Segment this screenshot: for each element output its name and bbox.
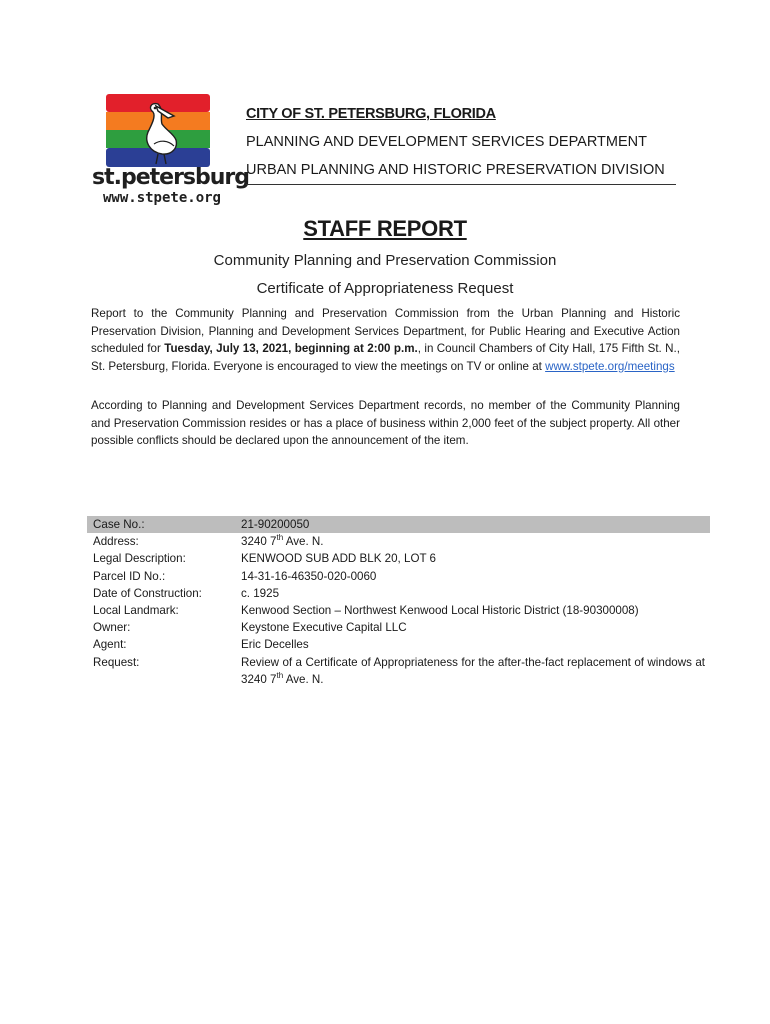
request-street: Ave. N. xyxy=(283,672,324,686)
case-row xyxy=(93,533,705,550)
owner-value: Keystone Executive Capital LLC xyxy=(241,621,407,635)
address-street: Ave. N. xyxy=(283,535,324,549)
conflicts-paragraph: According to Planning and Development Services Department records, no member of the Community Planning and Preservation Commission resides or has a place of business within 2,000 feet of the subject property. All other possible conflicts should be declared upon the announcement of the item. xyxy=(91,399,680,448)
intro-paragraph xyxy=(91,305,680,375)
local-landmark-label: Local Landmark: xyxy=(93,604,179,618)
parcel-id-label: Parcel ID No.: xyxy=(93,569,166,583)
case-no-value: 21-90200050 xyxy=(241,518,310,531)
city-logo xyxy=(92,94,250,212)
letterhead-divider xyxy=(246,184,676,185)
case-row xyxy=(93,516,705,533)
division-name: URBAN PLANNING AND HISTORIC PRESERVATION DIVISION xyxy=(246,162,665,178)
parcel-id-value: 14-31-16-46350-020-0060 xyxy=(241,569,377,583)
request-value xyxy=(241,654,705,688)
logo-wordmark: st.petersburg xyxy=(92,165,250,190)
letterhead xyxy=(246,100,676,184)
meetings-link[interactable]: www.stpete.org/meetings xyxy=(545,359,675,373)
address-ordinal: th xyxy=(276,533,284,543)
case-row xyxy=(93,585,705,602)
agent-value: Eric Decelles xyxy=(241,638,309,652)
logo-url: www.stpete.org xyxy=(102,190,221,206)
report-subtitle: Community Planning and Preservation Commission xyxy=(213,252,557,269)
case-row xyxy=(93,619,705,636)
case-row xyxy=(93,550,705,567)
request-ordinal: th xyxy=(276,670,284,680)
request-label: Request: xyxy=(93,655,140,669)
department-name: PLANNING AND DEVELOPMENT SERVICES DEPARTMENT xyxy=(246,134,647,150)
city-name: CITY OF ST. PETERSBURG, FLORIDA xyxy=(246,106,496,122)
intro-text-start: Report to the Community Planning and Preservation Commission from the Urban Planning and Historic Preservation Division, Planning and Development Services Department, for Public Hearing and Executive Action scheduled for xyxy=(91,307,680,356)
hearing-date: Tuesday, July 13, 2021, beginning at 2:00 p.m. xyxy=(164,342,418,356)
legal-description-value: KENWOOD SUB ADD BLK 20, LOT 6 xyxy=(241,552,437,566)
local-landmark-value: Kenwood Section – Northwest Kenwood Local Historic District (18-90300008) xyxy=(241,604,639,618)
case-row xyxy=(93,568,705,585)
report-title: STAFF REPORT xyxy=(303,216,467,241)
case-no-label: Case No.: xyxy=(93,518,145,531)
pelican-flag-logo-icon xyxy=(106,94,210,167)
case-row xyxy=(93,636,705,653)
case-row xyxy=(93,654,705,688)
request-text: Review of a Certificate of Appropriateness for the after-the-fact replacement of windows at 3240 7 xyxy=(241,655,705,686)
legal-description-label: Legal Description: xyxy=(93,552,186,566)
owner-label: Owner: xyxy=(93,621,131,635)
address-value xyxy=(241,533,705,550)
case-row xyxy=(93,602,705,619)
address-label: Address: xyxy=(93,535,139,549)
agent-label: Agent: xyxy=(93,638,127,652)
construction-date-value: c. 1925 xyxy=(241,586,280,600)
address-number: 3240 7 xyxy=(241,535,277,549)
report-subtitle-2: Certificate of Appropriateness Request xyxy=(256,280,514,297)
case-details xyxy=(93,516,705,688)
intro-text-end: , in Council Chambers of City Hall, 175 Fifth St. N., St. Petersburg, Florida. Everyone is encouraged to view the meetings on TV or online at xyxy=(91,342,680,373)
construction-date-label: Date of Construction: xyxy=(93,586,202,600)
